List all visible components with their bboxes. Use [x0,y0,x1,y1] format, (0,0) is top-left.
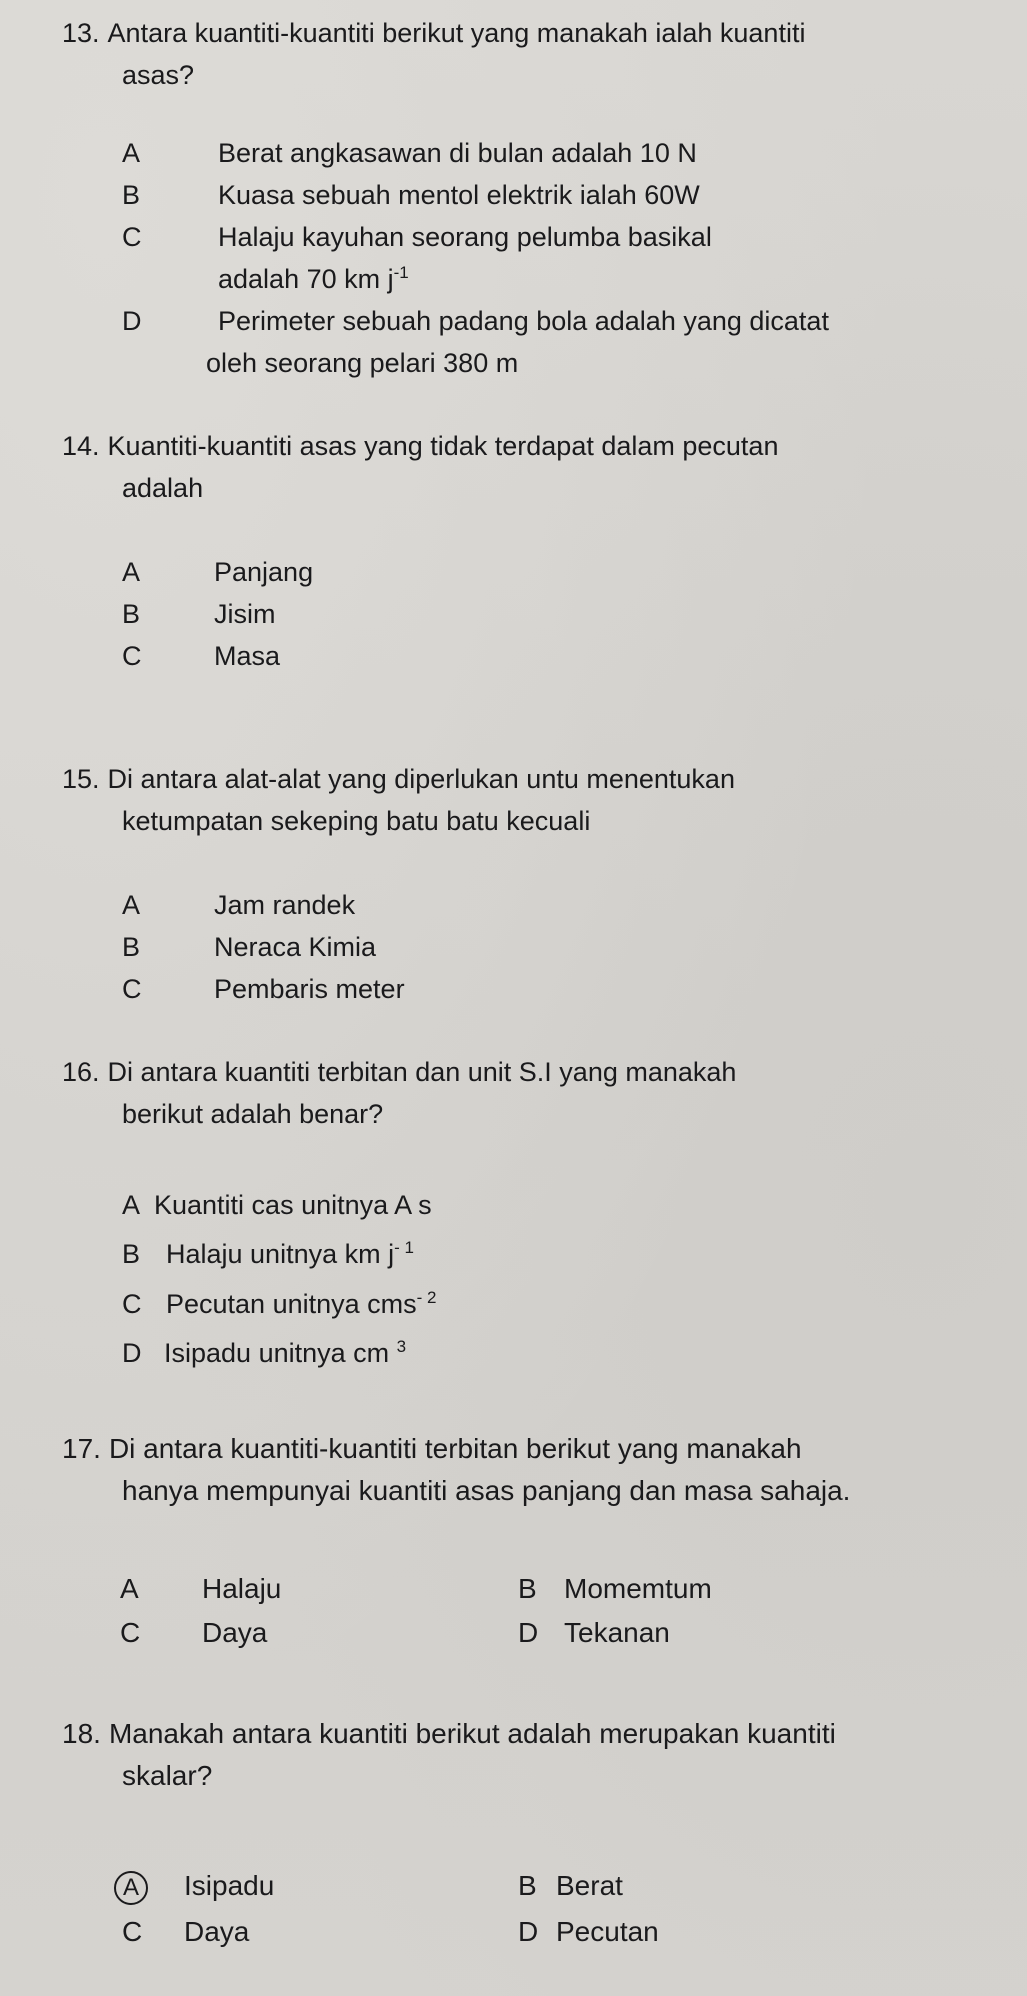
option-a[interactable] [120,1569,281,1609]
option-text: Neraca Kimia [214,932,377,962]
option-b[interactable] [122,594,276,634]
option-text: Halaju [202,1573,282,1604]
exponent: - 1 [394,1238,414,1257]
option-c[interactable] [120,1613,267,1653]
option-letter [118,1866,184,1906]
answer-circle-mark: A [114,1871,148,1905]
question-stem [62,425,1002,509]
option-letter: C [122,1289,142,1319]
question-text-line1: Kuantiti-kuantiti asas yang tidak terdapat dalam pecutan [107,431,779,461]
option-letter: A [122,890,141,920]
option-text: Panjang [214,557,314,587]
option-d[interactable] [122,1333,406,1373]
question-number: 17. [62,1433,101,1464]
option-text-continued: oleh seorang pelari 380 m [206,348,519,378]
option-letter: A [122,138,141,168]
exponent: -1 [393,263,409,282]
question-number: 13. [62,18,100,48]
question-number: 16. [62,1057,100,1087]
option-letter: A [120,1573,139,1604]
option-text: Kuasa sebuah mentol elektrik ialah 60W [218,180,700,210]
question-text-line2: asas? [122,60,195,90]
question-text-line2: ketumpatan sekeping batu batu kecuali [122,806,591,836]
option-text: Berat angkasawan di bulan adalah 10 N [218,138,697,168]
option-b[interactable] [122,1234,414,1274]
option-d[interactable] [518,1912,659,1952]
option-text: Daya [184,1916,250,1947]
option-letter: C [122,222,142,252]
option-letter: D [122,1338,142,1368]
option-text: Jisim [214,599,276,629]
option-c[interactable] [122,636,280,676]
option-a[interactable] [122,1185,432,1225]
option-letter: C [120,1617,141,1648]
option-text: Isipadu [184,1870,275,1901]
option-letter: D [518,1617,539,1648]
exponent: - 2 [416,1288,437,1307]
option-letter: B [122,599,141,629]
option-letter: D [122,306,142,336]
question-text-line2: hanya mempunyai kuantiti asas panjang dan masa sahaja. [122,1475,851,1506]
option-letter: A [122,1190,141,1220]
option-d-continuation [206,343,518,383]
option-a[interactable] [122,885,355,925]
question-stem [62,12,1002,96]
option-a[interactable] [122,552,313,592]
option-a[interactable] [122,133,697,173]
option-letter: C [122,641,142,671]
option-letter: B [122,1239,141,1269]
option-text: Pembaris meter [214,974,405,1004]
question-text-line1: Manakah antara kuantiti berikut adalah merupakan kuantiti [108,1718,836,1749]
question-text-line2: berikut adalah benar? [122,1099,384,1129]
option-text: Berat [556,1870,623,1901]
question-text-line1: Di antara kuantiti-kuantiti terbitan berikut yang manakah [108,1433,802,1464]
option-text: Perimeter sebuah padang bola adalah yang dicatat [218,306,829,336]
question-stem [62,1051,1002,1135]
option-text: Isipadu unitnya cm [164,1338,390,1368]
option-text-continued: adalah 70 km j [218,264,394,294]
option-text: Pecutan [556,1916,659,1947]
option-text: Halaju unitnya km j [166,1239,395,1269]
exponent: 3 [396,1337,407,1356]
question-stem [62,1428,1002,1512]
question-number: 15. [62,764,100,794]
option-text: Halaju kayuhan seorang pelumba basikal [218,222,712,252]
question-stem [62,758,1002,842]
option-a[interactable] [118,1866,274,1906]
option-letter: B [122,180,141,210]
option-text: Kuantiti cas unitnya A s [154,1190,432,1220]
question-text-line2: adalah [122,473,204,503]
option-text: Pecutan unitnya cms [166,1289,417,1319]
option-letter: B [518,1573,537,1604]
option-c[interactable] [122,1284,436,1324]
question-text-line1: Di antara kuantiti terbitan dan unit S.I yang manakah [107,1057,737,1087]
option-letter: C [122,974,142,1004]
question-number: 18. [62,1718,101,1749]
option-letter: C [122,1916,143,1947]
option-letter: A [122,557,141,587]
option-c[interactable] [122,217,712,257]
question-number: 14. [62,431,100,461]
option-b[interactable] [518,1569,712,1609]
question-text-line1: Antara kuantiti-kuantiti berikut yang manakah ialah kuantiti [107,18,806,48]
option-c-continuation [218,259,409,299]
question-text-line1: Di antara alat-alat yang diperlukan untu menentukan [107,764,735,794]
option-d[interactable] [122,301,829,341]
option-b[interactable] [122,175,700,215]
option-text: Daya [202,1617,268,1648]
option-b[interactable] [122,927,376,967]
question-text-line2: skalar? [122,1760,213,1791]
option-text: Tekanan [564,1617,670,1648]
option-letter: D [518,1916,539,1947]
option-text: Momemtum [564,1573,712,1604]
option-c[interactable] [122,969,405,1009]
option-text: Jam randek [214,890,356,920]
option-letter: B [518,1870,537,1901]
option-letter: B [122,932,141,962]
option-d[interactable] [518,1613,670,1653]
option-text: Masa [214,641,281,671]
option-c[interactable] [122,1912,249,1952]
question-stem [62,1713,1002,1797]
option-b[interactable] [518,1866,623,1906]
